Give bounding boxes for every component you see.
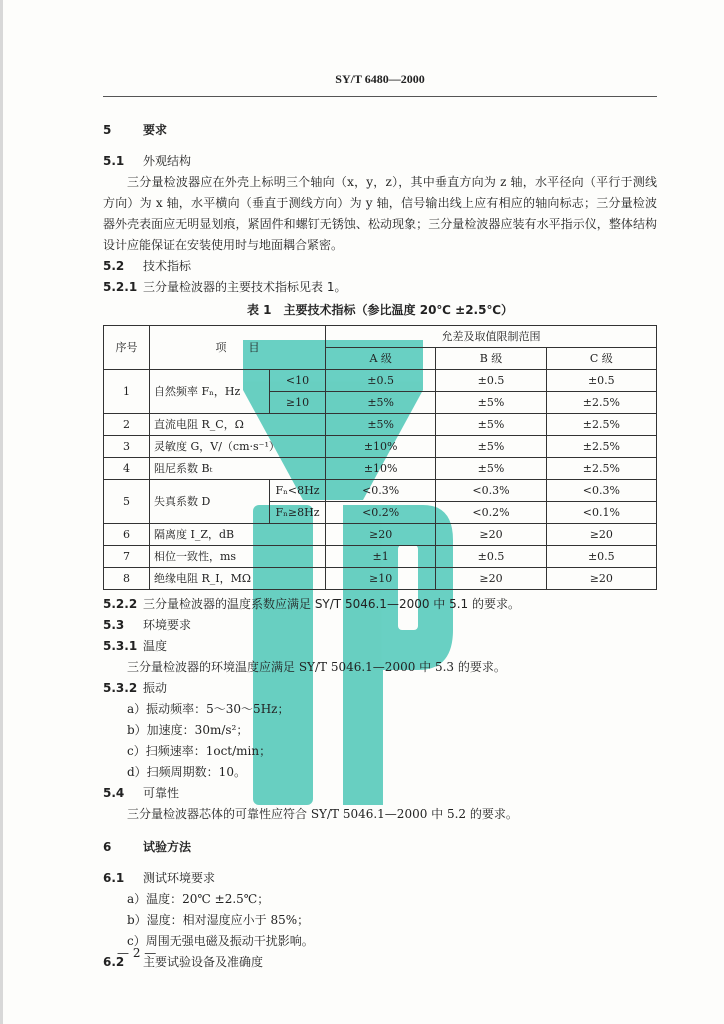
page-header bbox=[103, 72, 657, 97]
list-item: a）温度：20℃ ±2.5℃； bbox=[127, 892, 270, 906]
list-item: a）振动频率：5～30～5Hz； bbox=[127, 702, 290, 716]
table-row: 5 失真系数 D Fₙ<8Hz <0.3% <0.3% <0.3% bbox=[104, 480, 657, 502]
section-6-2-heading: 6.2 主要试验设备及准确度 bbox=[103, 955, 264, 969]
section-5-2-heading: 5.2 技术指标 bbox=[103, 259, 192, 273]
section-5-2-2: 5.2.2 三分量检波器的温度系数应满足 SY/T 5046.1—2000 中 5.1 的要求。 bbox=[103, 597, 521, 611]
list-item: c）周围无强电磁及振动干扰影响。 bbox=[127, 934, 314, 948]
header-grade-a: A 级 bbox=[326, 348, 436, 370]
section-5-3-1-heading: 5.3.1 温度 bbox=[103, 639, 168, 653]
table-row: Fₙ≥8Hz <0.2% <0.2% <0.1% bbox=[104, 502, 657, 524]
section-5-3-heading: 5.3 环境要求 bbox=[103, 618, 192, 632]
standard-code: SY/T 6480—2000 bbox=[335, 72, 425, 86]
section-5-heading: 5 要求 bbox=[103, 123, 168, 137]
section-6-1-heading: 6.1 测试环境要求 bbox=[103, 871, 216, 885]
section-5-2-1: 5.2.1 三分量检波器的主要技术指标见表 1。 bbox=[103, 280, 347, 294]
table-row: 8 绝缘电阻 R_I，MΩ ≥10 ≥20 ≥20 bbox=[104, 568, 657, 590]
list-item: d）扫频周期数：10。 bbox=[127, 765, 246, 779]
section-5-1-text: 三分量检波器应在外壳上标明三个轴向（x，y，z），其中垂直方向为 z 轴，水平径向（平行于测线方向）为 x 轴，水平横向（垂直于测线方向）为 y 轴，信号输出线上应有相应的轴向标志；三分量检波器外壳表面应无明显划痕，紧固件和螺钉无锈蚀、松动现象；三分量检波器应装有水平指示仪，整体结构设计应能保证在安装使用时与地面耦合紧密。 bbox=[103, 175, 657, 252]
table-header-row bbox=[104, 326, 657, 348]
page-number: — 2 — bbox=[117, 946, 157, 960]
list-item: b）湿度：相对湿度应小于 85%； bbox=[127, 913, 310, 927]
table-1 bbox=[103, 325, 657, 590]
section-6-heading: 6 试验方法 bbox=[103, 840, 192, 854]
list-item: b）加速度：30m/s²； bbox=[127, 723, 249, 737]
table-row: 2 直流电阻 R_C，Ω ±5% ±5% ±2.5% bbox=[104, 414, 657, 436]
table-row: 3 灵敏度 G，V/（cm·s⁻¹） ±10% ±5% ±2.5% bbox=[104, 436, 657, 458]
table-row: ≥10 ±5% ±5% ±2.5% bbox=[104, 392, 657, 414]
header-item: 项 目 bbox=[150, 326, 326, 370]
page-content bbox=[103, 118, 657, 973]
table-row: 7 相位一致性，ms ±1 ±0.5 ±0.5 bbox=[104, 546, 657, 568]
section-5-4-heading: 5.4 可靠性 bbox=[103, 786, 180, 800]
section-5-1-heading: 5.1 外观结构 bbox=[103, 154, 192, 168]
list-item: c）扫频速率：1oct/min； bbox=[127, 744, 272, 758]
section-5-3-1-text: 三分量检波器的环境温度应满足 SY/T 5046.1—2000 中 5.3 的要求。 bbox=[127, 660, 506, 674]
table-row: 4 阻尼系数 Bₜ ±10% ±5% ±2.5% bbox=[104, 458, 657, 480]
table-1-caption: 表 1 主要技术指标（参比温度 20℃ ±2.5℃） bbox=[247, 303, 513, 317]
table-row: 6 隔离度 I_Z，dB ≥20 ≥20 ≥20 bbox=[104, 524, 657, 546]
header-grade-c: C 级 bbox=[546, 348, 656, 370]
section-5-4-text: 三分量检波器芯体的可靠性应符合 SY/T 5046.1—2000 中 5.2 的要求。 bbox=[127, 807, 518, 821]
section-5-3-2-heading: 5.3.2 振动 bbox=[103, 681, 168, 695]
header-grade-b: B 级 bbox=[436, 348, 546, 370]
header-range: 允差及取值限制范围 bbox=[326, 326, 657, 348]
header-seq: 序号 bbox=[104, 326, 150, 370]
table-row: 1 自然频率 Fₙ，Hz <10 ±0.5 ±0.5 ±0.5 bbox=[104, 370, 657, 392]
